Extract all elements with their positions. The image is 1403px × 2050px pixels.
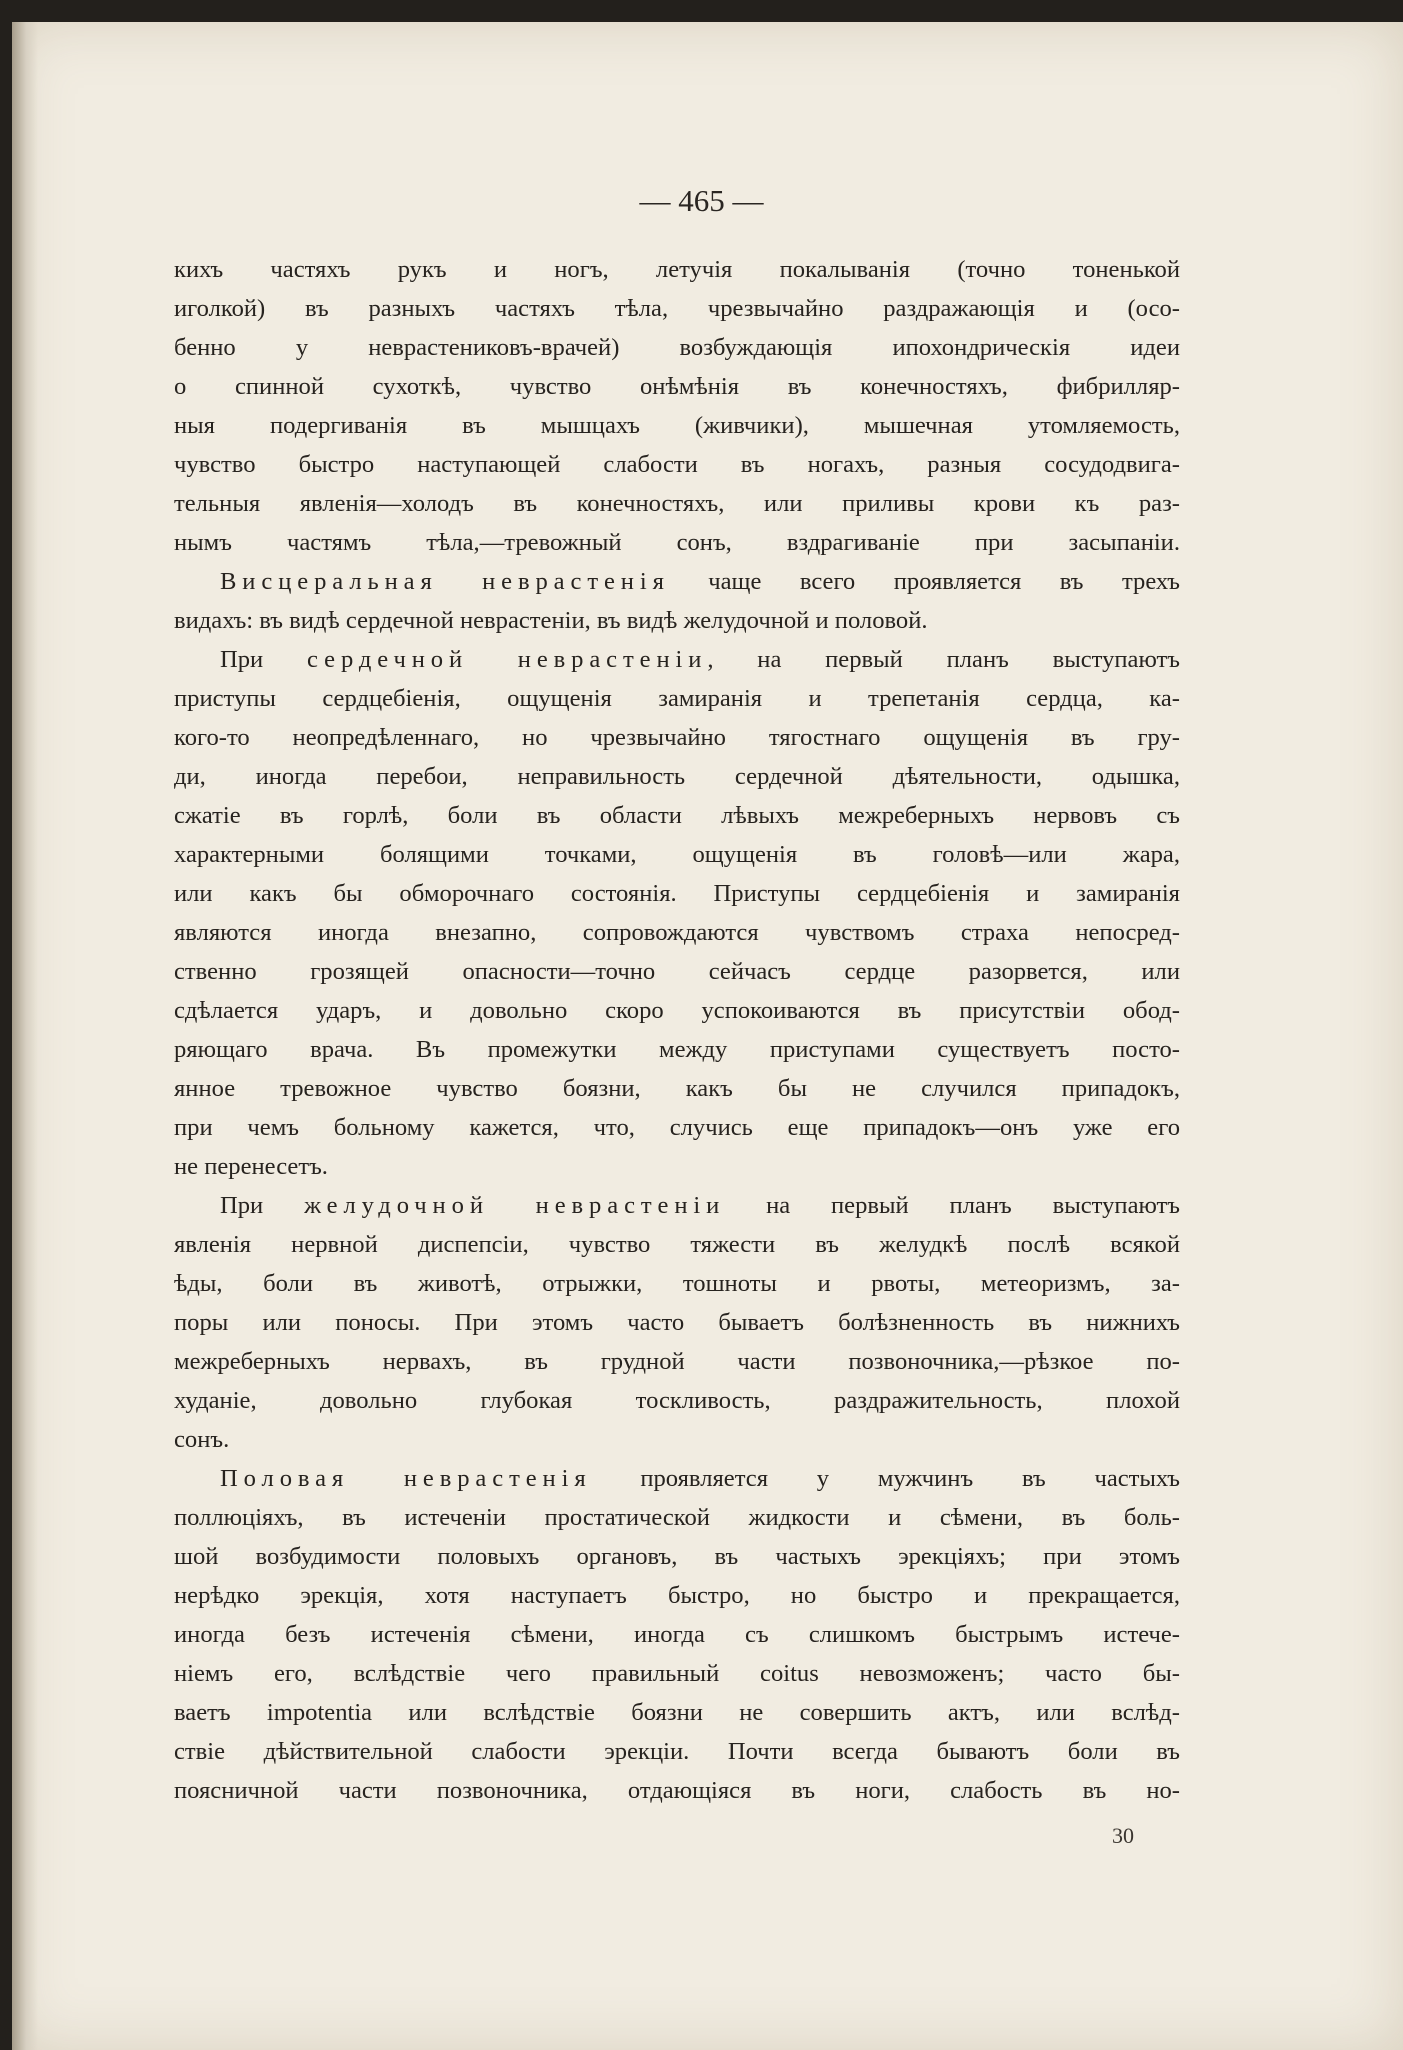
text-line: при чемъ больному кажется, что, случись еще припадокъ—онъ уже его bbox=[174, 1114, 1180, 1141]
text-line: худаніе, довольно глубокая тоскливость, раздражительность, плохой bbox=[174, 1387, 1180, 1414]
text-line: межреберныхъ нервахъ, въ грудной части позвоночника,—рѣзкое по- bbox=[174, 1348, 1180, 1375]
text-line: кихъ частяхъ рукъ и ногъ, летучія покалыванія (точно тоненькой bbox=[174, 256, 1180, 283]
text-line: нерѣдко эрекція, хотя наступаетъ быстро, но быстро и прекращается, bbox=[174, 1582, 1180, 1609]
spaced-term: Висцеральная неврастенія bbox=[220, 568, 670, 595]
text-line: Висцеральная неврастенія чаще всего проявляется въ трехъ bbox=[220, 568, 1180, 595]
spaced-term: сердечной неврастеніи bbox=[307, 646, 708, 673]
text-line: поясничной части позвоночника, отдающіяся въ ноги, слабость въ но- bbox=[174, 1777, 1180, 1804]
text-line: ряющаго врача. Въ промежутки между приступами существуетъ посто- bbox=[174, 1036, 1180, 1063]
text-line: приступы сердцебіенія, ощущенія замиранія и трепетанія сердца, ка- bbox=[174, 685, 1180, 712]
text-line: или какъ бы обморочнаго состоянія. Приступы сердцебіенія и замиранія bbox=[174, 880, 1180, 907]
text-line: ѣды, боли въ животѣ, отрыжки, тошноты и рвоты, метеоризмъ, за- bbox=[174, 1270, 1180, 1297]
spaced-term: Половая неврастенія bbox=[220, 1465, 592, 1492]
text-line: ствіе дѣйствительной слабости эрекціи. Почти всегда бываютъ боли въ bbox=[174, 1738, 1180, 1765]
text-line: Половая неврастенія проявляется у мужчинъ въ частыхъ bbox=[220, 1465, 1180, 1492]
text-line: ныя подергиванія въ мышцахъ (живчики), мышечная утомляемость, bbox=[174, 412, 1180, 439]
text-line: не перенесетъ. bbox=[174, 1153, 328, 1180]
text-line: нымъ частямъ тѣла,—тревожный сонъ, вздрагиваніе при засыпаніи. bbox=[174, 529, 1180, 556]
spaced-term: желудочной неврастеніи bbox=[304, 1192, 726, 1219]
text-line: сжатіе въ горлѣ, боли въ области лѣвыхъ межреберныхъ нервовъ съ bbox=[174, 802, 1180, 829]
text-line: шой возбудимости половыхъ органовъ, въ частыхъ эрекціяхъ; при этомъ bbox=[174, 1543, 1180, 1570]
text-line: видахъ: въ видѣ сердечной неврастеніи, въ видѣ желудочной и половой. bbox=[174, 607, 928, 634]
text-line: При сердечной неврастеніи, на первый планъ выступаютъ bbox=[220, 646, 1180, 673]
text-line: характерными болящими точками, ощущенія въ головѣ—или жара, bbox=[174, 841, 1180, 868]
page-spine-shadow bbox=[12, 22, 38, 2050]
text-line: чувство быстро наступающей слабости въ ногахъ, разныя сосудодвига- bbox=[174, 451, 1180, 478]
text-line: иголкой) въ разныхъ частяхъ тѣла, чрезвычайно раздражающія и (осо- bbox=[174, 295, 1180, 322]
text-line: При желудочной неврастеніи на первый планъ выступаютъ bbox=[220, 1192, 1180, 1219]
text-line: янное тревожное чувство боязни, какъ бы не случился припадокъ, bbox=[174, 1075, 1180, 1102]
signature-mark: 30 bbox=[1112, 1823, 1134, 1848]
text-line: ди, иногда перебои, неправильность сердечной дѣятельности, одышка, bbox=[174, 763, 1180, 790]
text-line: сонъ. bbox=[174, 1426, 230, 1453]
text-line: о спинной сухоткѣ, чувство онѣмѣнія въ конечностяхъ, фибрилляр- bbox=[174, 373, 1180, 400]
text-line: поры или поносы. При этомъ часто бываетъ болѣзненность въ нижнихъ bbox=[174, 1309, 1180, 1336]
text-line: ваетъ impotentia или вслѣдствіе боязни не совершить актъ, или вслѣд- bbox=[174, 1699, 1180, 1726]
text-line: явленія нервной диспепсіи, чувство тяжести въ желудкѣ послѣ всякой bbox=[174, 1231, 1180, 1258]
text-line: иногда безъ истеченія сѣмени, иногда съ слишкомъ быстрымъ истече- bbox=[174, 1621, 1180, 1648]
text-line: сдѣлается ударъ, и довольно скоро успокоиваются въ присутствіи обод- bbox=[174, 997, 1180, 1024]
text-line: ственно грозящей опасности—точно сейчасъ сердце разорвется, или bbox=[174, 958, 1180, 985]
text-line: являются иногда внезапно, сопровождаются чувствомъ страха непосред- bbox=[174, 919, 1180, 946]
page-number: — 465 — bbox=[639, 183, 764, 218]
text-line: ніемъ его, вслѣдствіе чего правильный coitus невозможенъ; часто бы- bbox=[174, 1660, 1180, 1687]
text-line: бенно у неврастениковъ-врачей) возбуждающія ипохондрическія идеи bbox=[174, 334, 1180, 361]
text-line: тельныя явленія—холодъ въ конечностяхъ, или приливы крови къ раз- bbox=[174, 490, 1180, 517]
text-line: кого-то неопредѣленнаго, но чрезвычайно тягостнаго ощущенія въ гру- bbox=[174, 724, 1180, 751]
text-line: поллюціяхъ, въ истеченіи простатической жидкости и сѣмени, въ боль- bbox=[174, 1504, 1180, 1531]
